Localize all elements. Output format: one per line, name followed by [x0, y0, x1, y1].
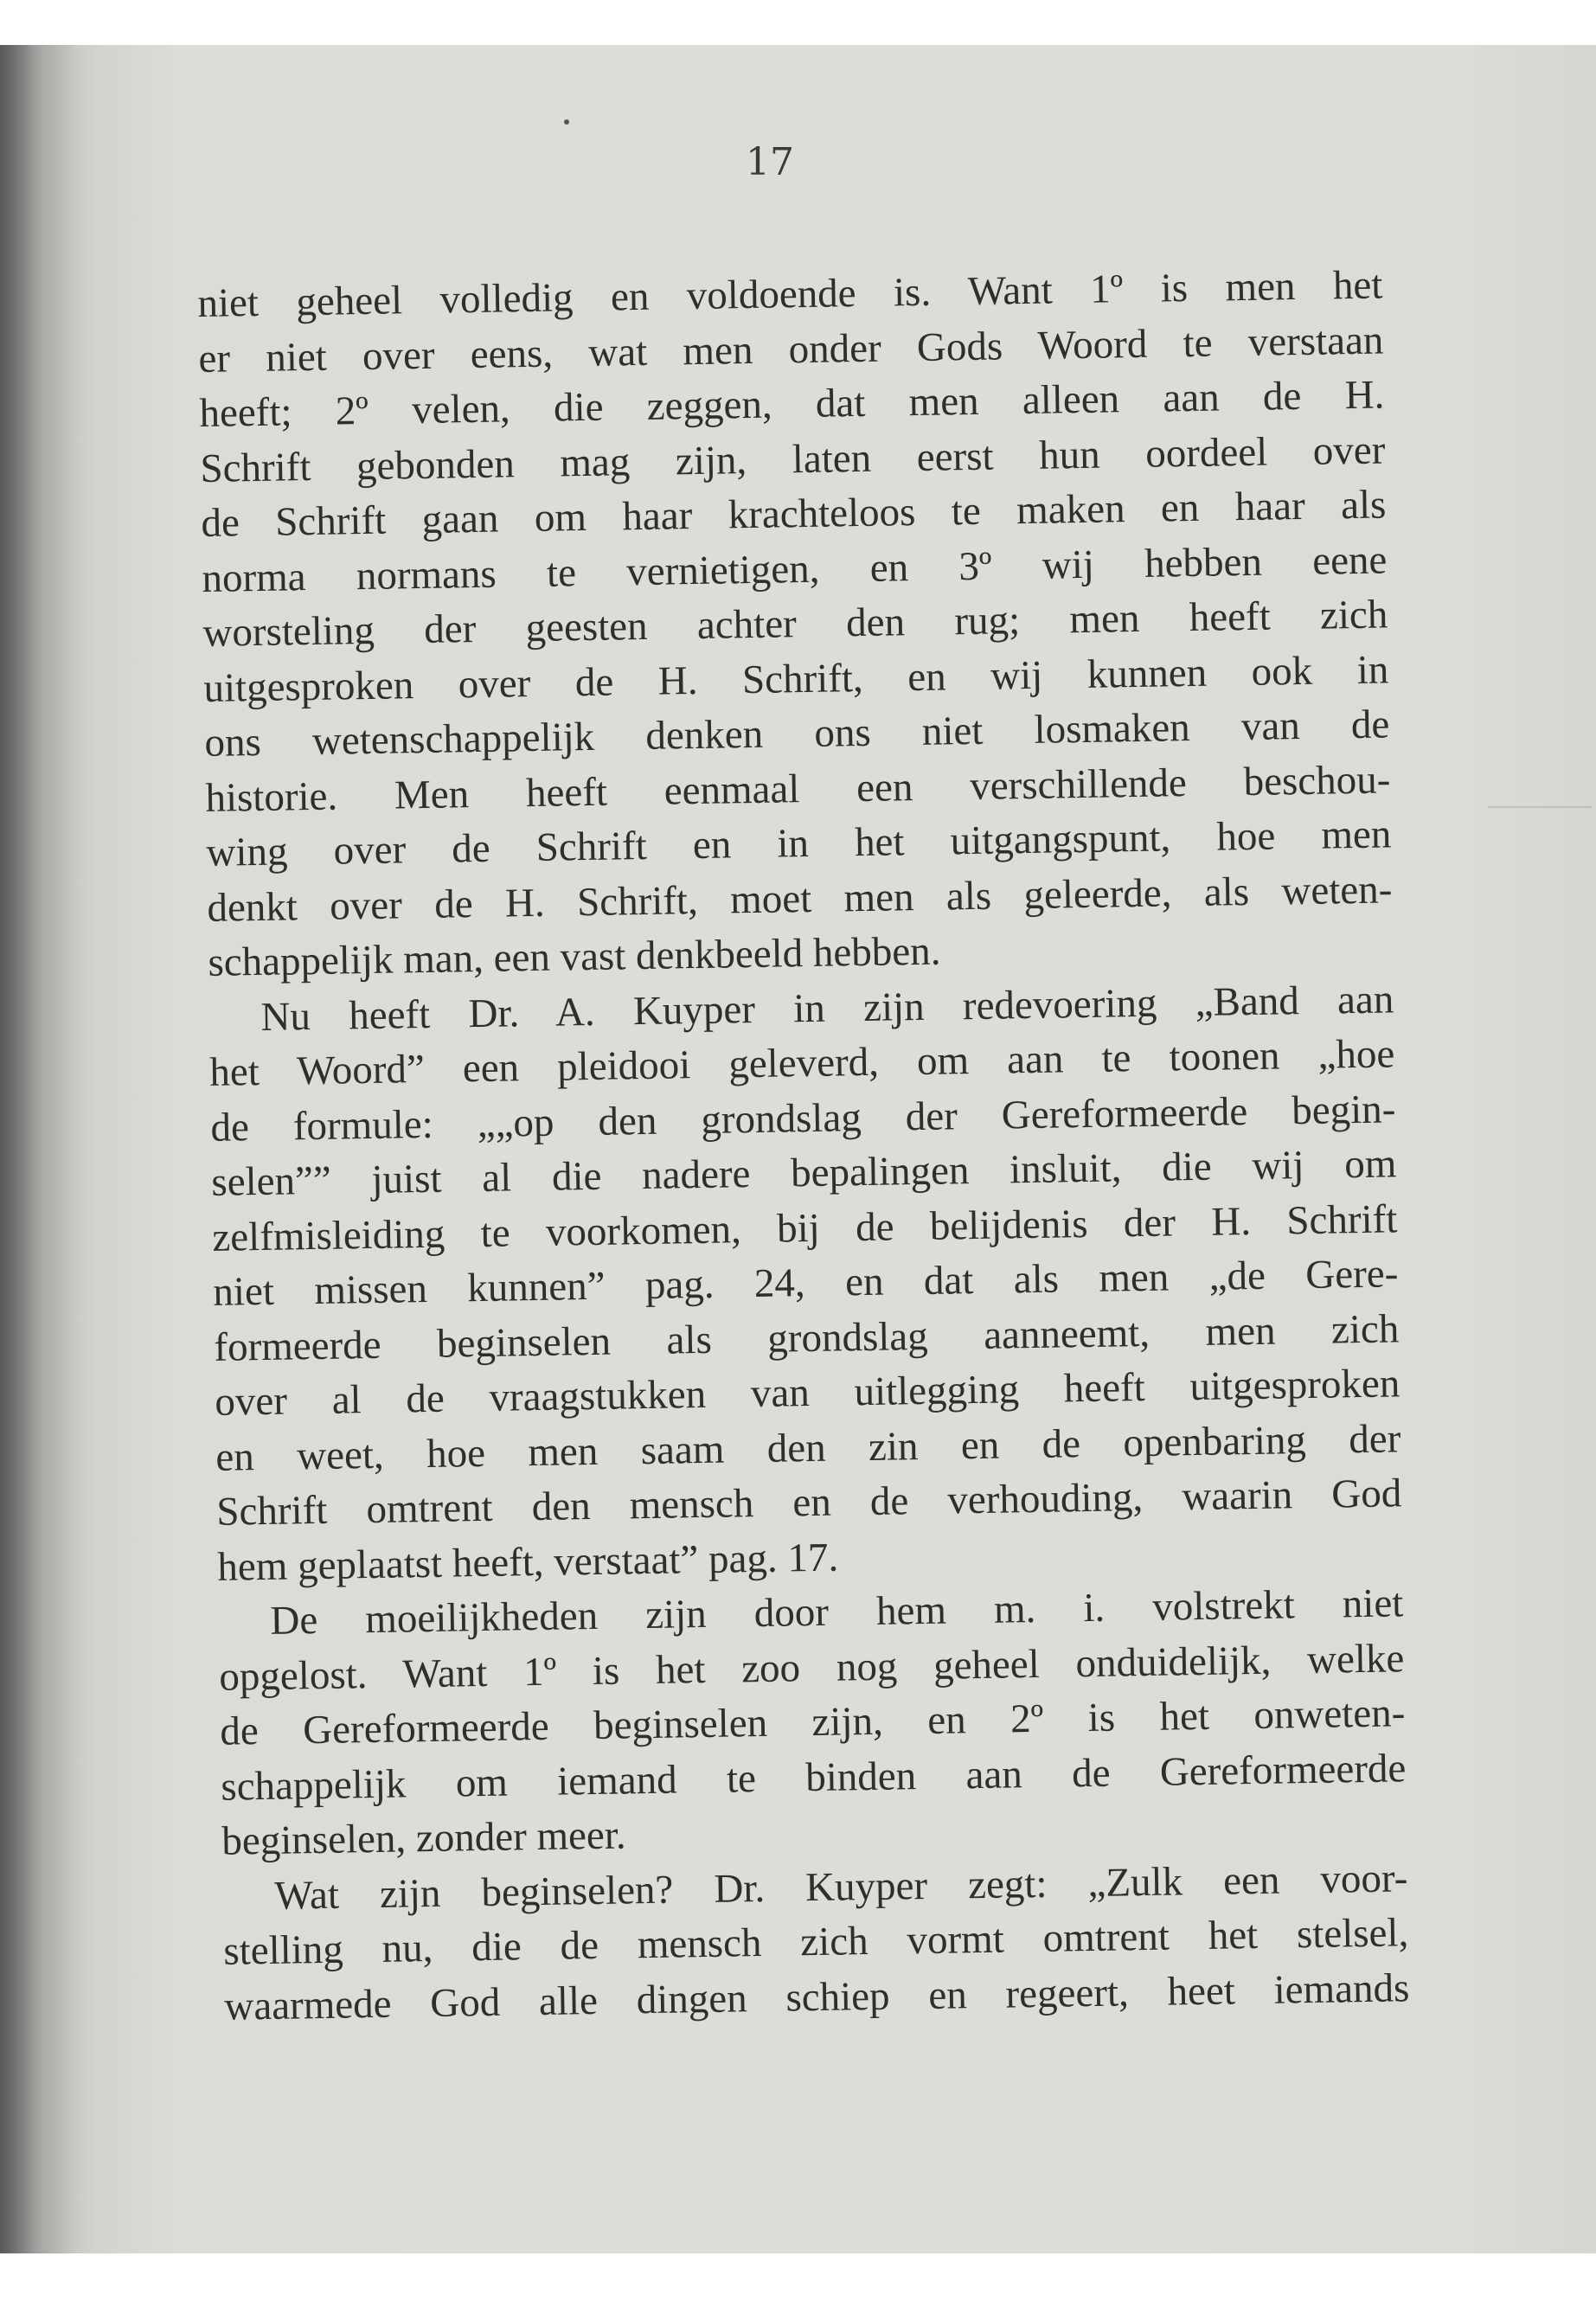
page-body-text: [197, 258, 1410, 2034]
text-line: wing over de Schrift en in het uitgangspunt, hoe men: [206, 811, 1392, 875]
text-line: beginselen, zonder meer.: [221, 1812, 626, 1864]
text-line: niet geheel volledig en voldoende is. Want 1º is men het: [197, 262, 1383, 326]
text-line: De moeilijkheden zijn door hem m. i. volstrekt niet: [270, 1580, 1404, 1644]
text-line: formeerde beginselen als grondslag aanneemt, men zich: [214, 1305, 1400, 1370]
text-line: de Schrift gaan om haar krachteloos te maken en haar als: [201, 482, 1387, 546]
scanned-page: [0, 45, 1596, 2253]
text-line: schappelijk om iemand te binden aan de Gereformeerde: [221, 1745, 1407, 1810]
text-line: waarmede God alle dingen schiep en regeert, heet iemands: [223, 1965, 1410, 2029]
text-line: selen”” juist al die nadere bepalingen insluit, die wij om: [211, 1141, 1397, 1205]
text-line: historie. Men heeft eenmaal een verschillende beschou-: [205, 756, 1391, 821]
text-line: hem geplaatst heeft, verstaat” pag. 17.: [217, 1535, 839, 1590]
text-line: niet missen kunnen” pag. 24, en dat als men „de Gere-: [213, 1251, 1399, 1315]
text-line: Wat zijn beginselen? Dr. Kuyper zegt: „Zulk een voor-: [273, 1855, 1408, 1919]
text-line: het Woord” een pleidooi geleverd, om aan te toonen „hoe: [209, 1031, 1395, 1095]
text-line: er niet over eens, wat men onder Gods Woord te verstaan: [198, 317, 1384, 381]
text-line: Nu heeft Dr. A. Kuyper in zijn redevoering „Band aan: [260, 976, 1394, 1040]
text-line: en weet, hoe men saam den zin en de openbaring der: [215, 1415, 1401, 1480]
page-number: 17: [746, 140, 794, 184]
text-line: de Gereformeerde beginselen zijn, en 2º is het onweten-: [220, 1690, 1406, 1754]
text-line: denkt over de H. Schrift, moet men als geleerde, als weten-: [207, 866, 1393, 931]
text-line: uitgesproken over de H. Schrift, en wij kunnen ook in: [203, 646, 1389, 711]
print-speck: [564, 119, 569, 125]
text-line: ons wetenschappelijk denken ons niet losmaken van de: [204, 702, 1390, 766]
text-line: zelfmisleiding te voorkomen, bij de belijdenis der H. Schrift: [212, 1195, 1398, 1260]
text-line: de formule: „„op den grondslag der Gereformeerde begin-: [210, 1086, 1396, 1150]
book-gutter-shadow: [0, 45, 78, 2253]
text-line: Schrift gebonden mag zijn, laten eerst hun oordeel over: [200, 426, 1386, 491]
text-line: stelling nu, die de mensch zich vormt omtrent het stelsel,: [223, 1910, 1409, 1974]
edge-mark: [1488, 806, 1592, 808]
text-line: worsteling der geesten achter den rug; men heeft zich: [202, 592, 1388, 656]
text-line: opgelost. Want 1º is het zoo nog geheel onduidelijk, welke: [219, 1635, 1405, 1700]
text-line: norma normans te vernietigen, en 3º wij hebben eene: [202, 536, 1388, 601]
text-line: schappelijk man, een vast denkbeeld hebben.: [208, 928, 941, 985]
text-line: over al de vraagstukken van uitlegging heeft uitgesproken: [215, 1361, 1401, 1425]
text-line: heeft; 2º velen, die zeggen, dat men alleen aan de H.: [199, 372, 1385, 436]
text-line: Schrift omtrent den mensch en de verhouding, waarin God: [216, 1471, 1402, 1535]
